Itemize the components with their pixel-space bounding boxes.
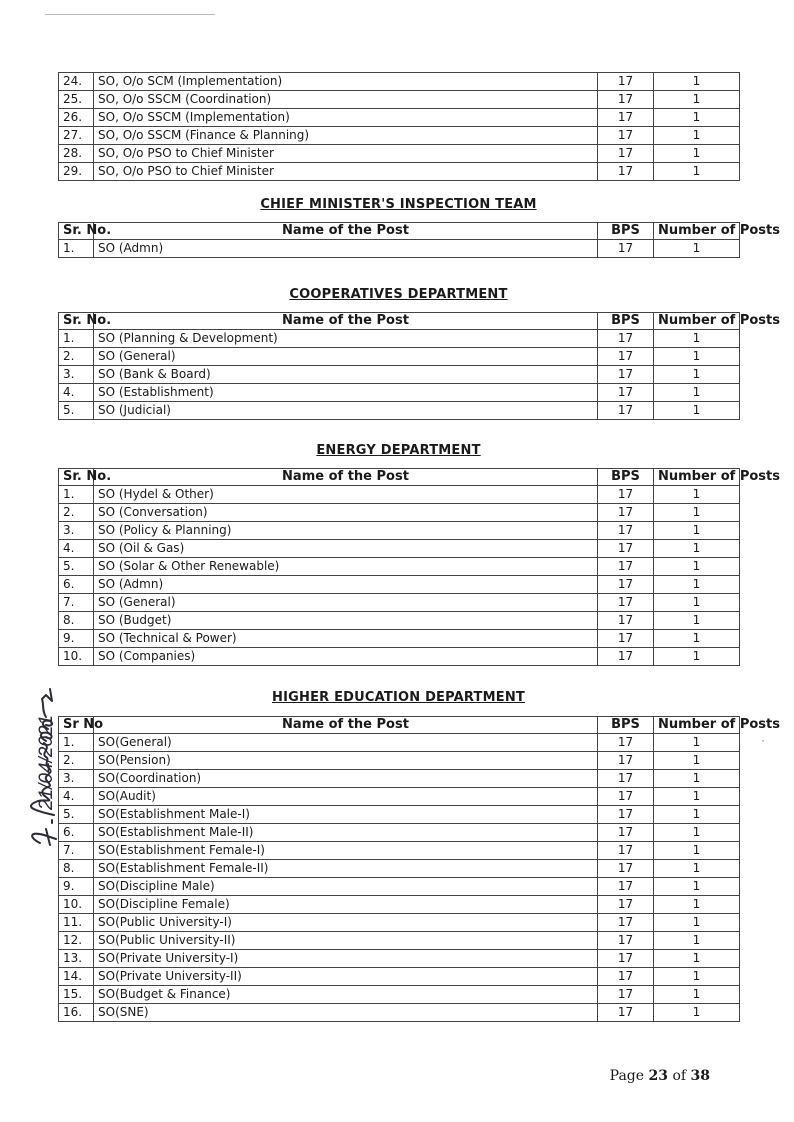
- cell-sr: 29.: [59, 163, 94, 181]
- cell-bps: 17: [598, 594, 654, 612]
- header-name: Name of the Post: [94, 223, 598, 240]
- cell-post-name: SO, O/o PSO to Chief Minister: [94, 145, 598, 163]
- section-heading-higher-education: HIGHER EDUCATION DEPARTMENT: [272, 690, 525, 705]
- continued-posts-table: [58, 72, 740, 181]
- cell-sr: 4.: [59, 788, 94, 806]
- table-row: [59, 860, 740, 878]
- cell-post-name: SO(Audit): [94, 788, 598, 806]
- table-row: [59, 734, 740, 752]
- cell-bps: 17: [598, 109, 654, 127]
- handwritten-signature: [6, 560, 58, 850]
- table-row: [59, 824, 740, 842]
- header-number: Number of Posts: [654, 313, 740, 330]
- table-row: [59, 348, 740, 366]
- cell-bps: 17: [598, 1004, 654, 1022]
- cell-post-name: SO (Judicial): [94, 402, 598, 420]
- cell-sr: 4.: [59, 384, 94, 402]
- table-row: [59, 558, 740, 576]
- section-heading-cooperatives: COOPERATIVES DEPARTMENT: [289, 287, 508, 302]
- header-number: Number of Posts: [654, 469, 740, 486]
- cell-number-of-posts: 1: [654, 914, 740, 932]
- cell-post-name: SO (Establishment): [94, 384, 598, 402]
- cell-post-name: SO(Public University-I): [94, 914, 598, 932]
- cooperatives-posts-table: [58, 312, 781, 420]
- cell-number-of-posts: 1: [654, 630, 740, 648]
- table-row: [59, 522, 740, 540]
- cell-number-of-posts: 1: [654, 648, 740, 666]
- cell-sr: 10.: [59, 648, 94, 666]
- cell-number-of-posts: 1: [654, 486, 740, 504]
- header-sr: Sr. No.: [59, 469, 94, 486]
- cell-number-of-posts: 1: [654, 612, 740, 630]
- cell-post-name: SO(Private University-I): [94, 950, 598, 968]
- cell-bps: 17: [598, 968, 654, 986]
- signature-date: 21/04/2021: [36, 714, 57, 810]
- cell-sr: 25.: [59, 91, 94, 109]
- cell-number-of-posts: 1: [654, 384, 740, 402]
- cell-bps: 17: [598, 504, 654, 522]
- cell-sr: 6.: [59, 576, 94, 594]
- cell-post-name: SO, O/o SSCM (Coordination): [94, 91, 598, 109]
- cell-number-of-posts: 1: [654, 896, 740, 914]
- cell-bps: 17: [598, 878, 654, 896]
- cell-number-of-posts: 1: [654, 402, 740, 420]
- table-row: [59, 240, 740, 258]
- header-bps: BPS: [598, 469, 654, 486]
- cell-bps: 17: [598, 824, 654, 842]
- cell-number-of-posts: 1: [654, 366, 740, 384]
- cell-sr: 4.: [59, 540, 94, 558]
- cell-bps: 17: [598, 366, 654, 384]
- table-header-row: [59, 223, 740, 240]
- cell-bps: 17: [598, 860, 654, 878]
- cell-post-name: SO (General): [94, 348, 598, 366]
- cmit-posts-table: [58, 222, 781, 258]
- cell-post-name: SO(Discipline Male): [94, 878, 598, 896]
- cell-number-of-posts: 1: [654, 522, 740, 540]
- cell-bps: 17: [598, 576, 654, 594]
- cell-post-name: SO (Planning & Development): [94, 330, 598, 348]
- cell-post-name: SO (Policy & Planning): [94, 522, 598, 540]
- cell-sr: 6.: [59, 824, 94, 842]
- cell-bps: 17: [598, 145, 654, 163]
- table-row: [59, 896, 740, 914]
- header-bps: BPS: [598, 313, 654, 330]
- cell-number-of-posts: 1: [654, 986, 740, 1004]
- cell-number-of-posts: 1: [654, 73, 740, 91]
- header-name: Name of the Post: [94, 313, 598, 330]
- cell-bps: 17: [598, 806, 654, 824]
- cell-number-of-posts: 1: [654, 348, 740, 366]
- cell-post-name: SO, O/o PSO to Chief Minister: [94, 163, 598, 181]
- cell-number-of-posts: 1: [654, 932, 740, 950]
- cell-sr: 5.: [59, 806, 94, 824]
- cell-bps: 17: [598, 127, 654, 145]
- cell-post-name: SO, O/o SCM (Implementation): [94, 73, 598, 91]
- cell-sr: 7.: [59, 594, 94, 612]
- cell-sr: 27.: [59, 127, 94, 145]
- cell-number-of-posts: 1: [654, 145, 740, 163]
- cell-number-of-posts: 1: [654, 806, 740, 824]
- cell-sr: 8.: [59, 860, 94, 878]
- cell-post-name: SO (Oil & Gas): [94, 540, 598, 558]
- cell-bps: 17: [598, 932, 654, 950]
- cell-post-name: SO (Hydel & Other): [94, 486, 598, 504]
- table-row: [59, 163, 740, 181]
- cell-post-name: SO (Admn): [94, 240, 598, 258]
- cell-number-of-posts: 1: [654, 734, 740, 752]
- cell-bps: 17: [598, 163, 654, 181]
- header-sr: Sr No: [59, 717, 94, 734]
- cell-bps: 17: [598, 558, 654, 576]
- cell-sr: 13.: [59, 950, 94, 968]
- cell-sr: 26.: [59, 109, 94, 127]
- cell-number-of-posts: 1: [654, 770, 740, 788]
- cell-bps: 17: [598, 402, 654, 420]
- cell-post-name: SO (Companies): [94, 648, 598, 666]
- cell-number-of-posts: 1: [654, 163, 740, 181]
- scan-speck: [762, 740, 764, 742]
- table-row: [59, 842, 740, 860]
- table-row: [59, 612, 740, 630]
- cell-post-name: SO(Establishment Female-I): [94, 842, 598, 860]
- table-row: [59, 73, 740, 91]
- table-row: [59, 788, 740, 806]
- cell-post-name: SO, O/o SSCM (Finance & Planning): [94, 127, 598, 145]
- header-sr: Sr. No.: [59, 313, 94, 330]
- table-row: [59, 127, 740, 145]
- table-row: [59, 1004, 740, 1022]
- cell-number-of-posts: 1: [654, 860, 740, 878]
- cell-bps: 17: [598, 842, 654, 860]
- cell-sr: 1.: [59, 240, 94, 258]
- scan-artifact-line: [45, 14, 215, 15]
- cell-bps: 17: [598, 986, 654, 1004]
- page-total: 38: [690, 1068, 710, 1084]
- cell-sr: 9.: [59, 630, 94, 648]
- header-number: Number of Posts: [654, 717, 740, 734]
- table-row: [59, 648, 740, 666]
- table-header-row: [59, 469, 740, 486]
- cell-number-of-posts: 1: [654, 109, 740, 127]
- cell-bps: 17: [598, 788, 654, 806]
- cell-post-name: SO(Pension): [94, 752, 598, 770]
- table-row: [59, 594, 740, 612]
- cell-post-name: SO(Coordination): [94, 770, 598, 788]
- cell-number-of-posts: 1: [654, 594, 740, 612]
- table-row: [59, 914, 740, 932]
- cell-number-of-posts: 1: [654, 788, 740, 806]
- cell-bps: 17: [598, 612, 654, 630]
- cell-bps: 17: [598, 630, 654, 648]
- cell-number-of-posts: 1: [654, 878, 740, 896]
- cell-sr: 3.: [59, 522, 94, 540]
- table-header-row: [59, 717, 740, 734]
- table-row: [59, 384, 740, 402]
- cell-bps: 17: [598, 734, 654, 752]
- table-row: [59, 878, 740, 896]
- table-row: [59, 366, 740, 384]
- section-heading-energy: ENERGY DEPARTMENT: [316, 443, 481, 458]
- page-current: 23: [648, 1068, 668, 1084]
- cell-bps: 17: [598, 330, 654, 348]
- cell-sr: 2.: [59, 752, 94, 770]
- cell-number-of-posts: 1: [654, 576, 740, 594]
- table-row: [59, 486, 740, 504]
- table-row: [59, 932, 740, 950]
- cell-bps: 17: [598, 486, 654, 504]
- cell-number-of-posts: 1: [654, 842, 740, 860]
- cell-bps: 17: [598, 522, 654, 540]
- table-row: [59, 145, 740, 163]
- table-header-row: [59, 313, 740, 330]
- cell-sr: 14.: [59, 968, 94, 986]
- table-row: [59, 752, 740, 770]
- table-row: [59, 968, 740, 986]
- table-row: [59, 950, 740, 968]
- cell-bps: 17: [598, 770, 654, 788]
- cell-sr: 7.: [59, 842, 94, 860]
- cell-sr: 2.: [59, 348, 94, 366]
- cell-post-name: SO (Admn): [94, 576, 598, 594]
- cell-number-of-posts: 1: [654, 504, 740, 522]
- cell-bps: 17: [598, 648, 654, 666]
- cell-number-of-posts: 1: [654, 240, 740, 258]
- table-row: [59, 770, 740, 788]
- cell-sr: 12.: [59, 932, 94, 950]
- cell-sr: 1.: [59, 486, 94, 504]
- cell-post-name: SO, O/o SSCM (Implementation): [94, 109, 598, 127]
- higher-education-posts-table: [58, 716, 781, 1022]
- cell-sr: 8.: [59, 612, 94, 630]
- cell-sr: 5.: [59, 402, 94, 420]
- cell-sr: 10.: [59, 896, 94, 914]
- cell-sr: 3.: [59, 770, 94, 788]
- cell-post-name: SO(Discipline Female): [94, 896, 598, 914]
- cell-post-name: SO(Private University-II): [94, 968, 598, 986]
- header-sr: Sr. No.: [59, 223, 94, 240]
- cell-bps: 17: [598, 73, 654, 91]
- cell-sr: 28.: [59, 145, 94, 163]
- cell-sr: 9.: [59, 878, 94, 896]
- cell-number-of-posts: 1: [654, 558, 740, 576]
- cell-number-of-posts: 1: [654, 91, 740, 109]
- header-name: Name of the Post: [94, 717, 598, 734]
- table-row: [59, 806, 740, 824]
- cell-number-of-posts: 1: [654, 1004, 740, 1022]
- cell-sr: 5.: [59, 558, 94, 576]
- cell-sr: 15.: [59, 986, 94, 1004]
- table-row: [59, 576, 740, 594]
- cell-number-of-posts: 1: [654, 540, 740, 558]
- cell-sr: 24.: [59, 73, 94, 91]
- page-prefix: Page: [609, 1068, 645, 1084]
- header-name: Name of the Post: [94, 469, 598, 486]
- cell-number-of-posts: 1: [654, 968, 740, 986]
- page-number: [610, 1068, 710, 1084]
- table-row: [59, 504, 740, 522]
- cell-number-of-posts: 1: [654, 330, 740, 348]
- header-bps: BPS: [598, 717, 654, 734]
- cell-post-name: SO (Budget): [94, 612, 598, 630]
- cell-post-name: SO(Establishment Male-I): [94, 806, 598, 824]
- cell-sr: 16.: [59, 1004, 94, 1022]
- table-row: [59, 91, 740, 109]
- cell-bps: 17: [598, 896, 654, 914]
- table-row: [59, 630, 740, 648]
- cell-bps: 17: [598, 950, 654, 968]
- table-row: [59, 402, 740, 420]
- energy-posts-table: [58, 468, 781, 666]
- cell-post-name: SO(SNE): [94, 1004, 598, 1022]
- cell-sr: 3.: [59, 366, 94, 384]
- cell-post-name: SO(Establishment Male-II): [94, 824, 598, 842]
- cell-bps: 17: [598, 91, 654, 109]
- page-of: of: [672, 1068, 687, 1084]
- table-row: [59, 540, 740, 558]
- cell-sr: 1.: [59, 734, 94, 752]
- cell-number-of-posts: 1: [654, 950, 740, 968]
- cell-number-of-posts: 1: [654, 752, 740, 770]
- cell-sr: 2.: [59, 504, 94, 522]
- cell-bps: 17: [598, 540, 654, 558]
- header-number: Number of Posts: [654, 223, 740, 240]
- cell-sr: 1.: [59, 330, 94, 348]
- table-row: [59, 330, 740, 348]
- cell-post-name: SO(Budget & Finance): [94, 986, 598, 1004]
- cell-bps: 17: [598, 348, 654, 366]
- cell-post-name: SO(General): [94, 734, 598, 752]
- header-bps: BPS: [598, 223, 654, 240]
- cell-sr: 11.: [59, 914, 94, 932]
- cell-bps: 17: [598, 752, 654, 770]
- cell-bps: 17: [598, 914, 654, 932]
- cell-bps: 17: [598, 240, 654, 258]
- cell-post-name: SO (General): [94, 594, 598, 612]
- cell-post-name: SO (Bank & Board): [94, 366, 598, 384]
- cell-post-name: SO (Conversation): [94, 504, 598, 522]
- table-row: [59, 986, 740, 1004]
- cell-post-name: SO(Establishment Female-II): [94, 860, 598, 878]
- cell-number-of-posts: 1: [654, 127, 740, 145]
- cell-post-name: SO (Technical & Power): [94, 630, 598, 648]
- cell-number-of-posts: 1: [654, 824, 740, 842]
- cell-bps: 17: [598, 384, 654, 402]
- section-heading-cmit: CHIEF MINISTER'S INSPECTION TEAM: [260, 197, 537, 212]
- cell-post-name: SO(Public University-II): [94, 932, 598, 950]
- cell-post-name: SO (Solar & Other Renewable): [94, 558, 598, 576]
- table-row: [59, 109, 740, 127]
